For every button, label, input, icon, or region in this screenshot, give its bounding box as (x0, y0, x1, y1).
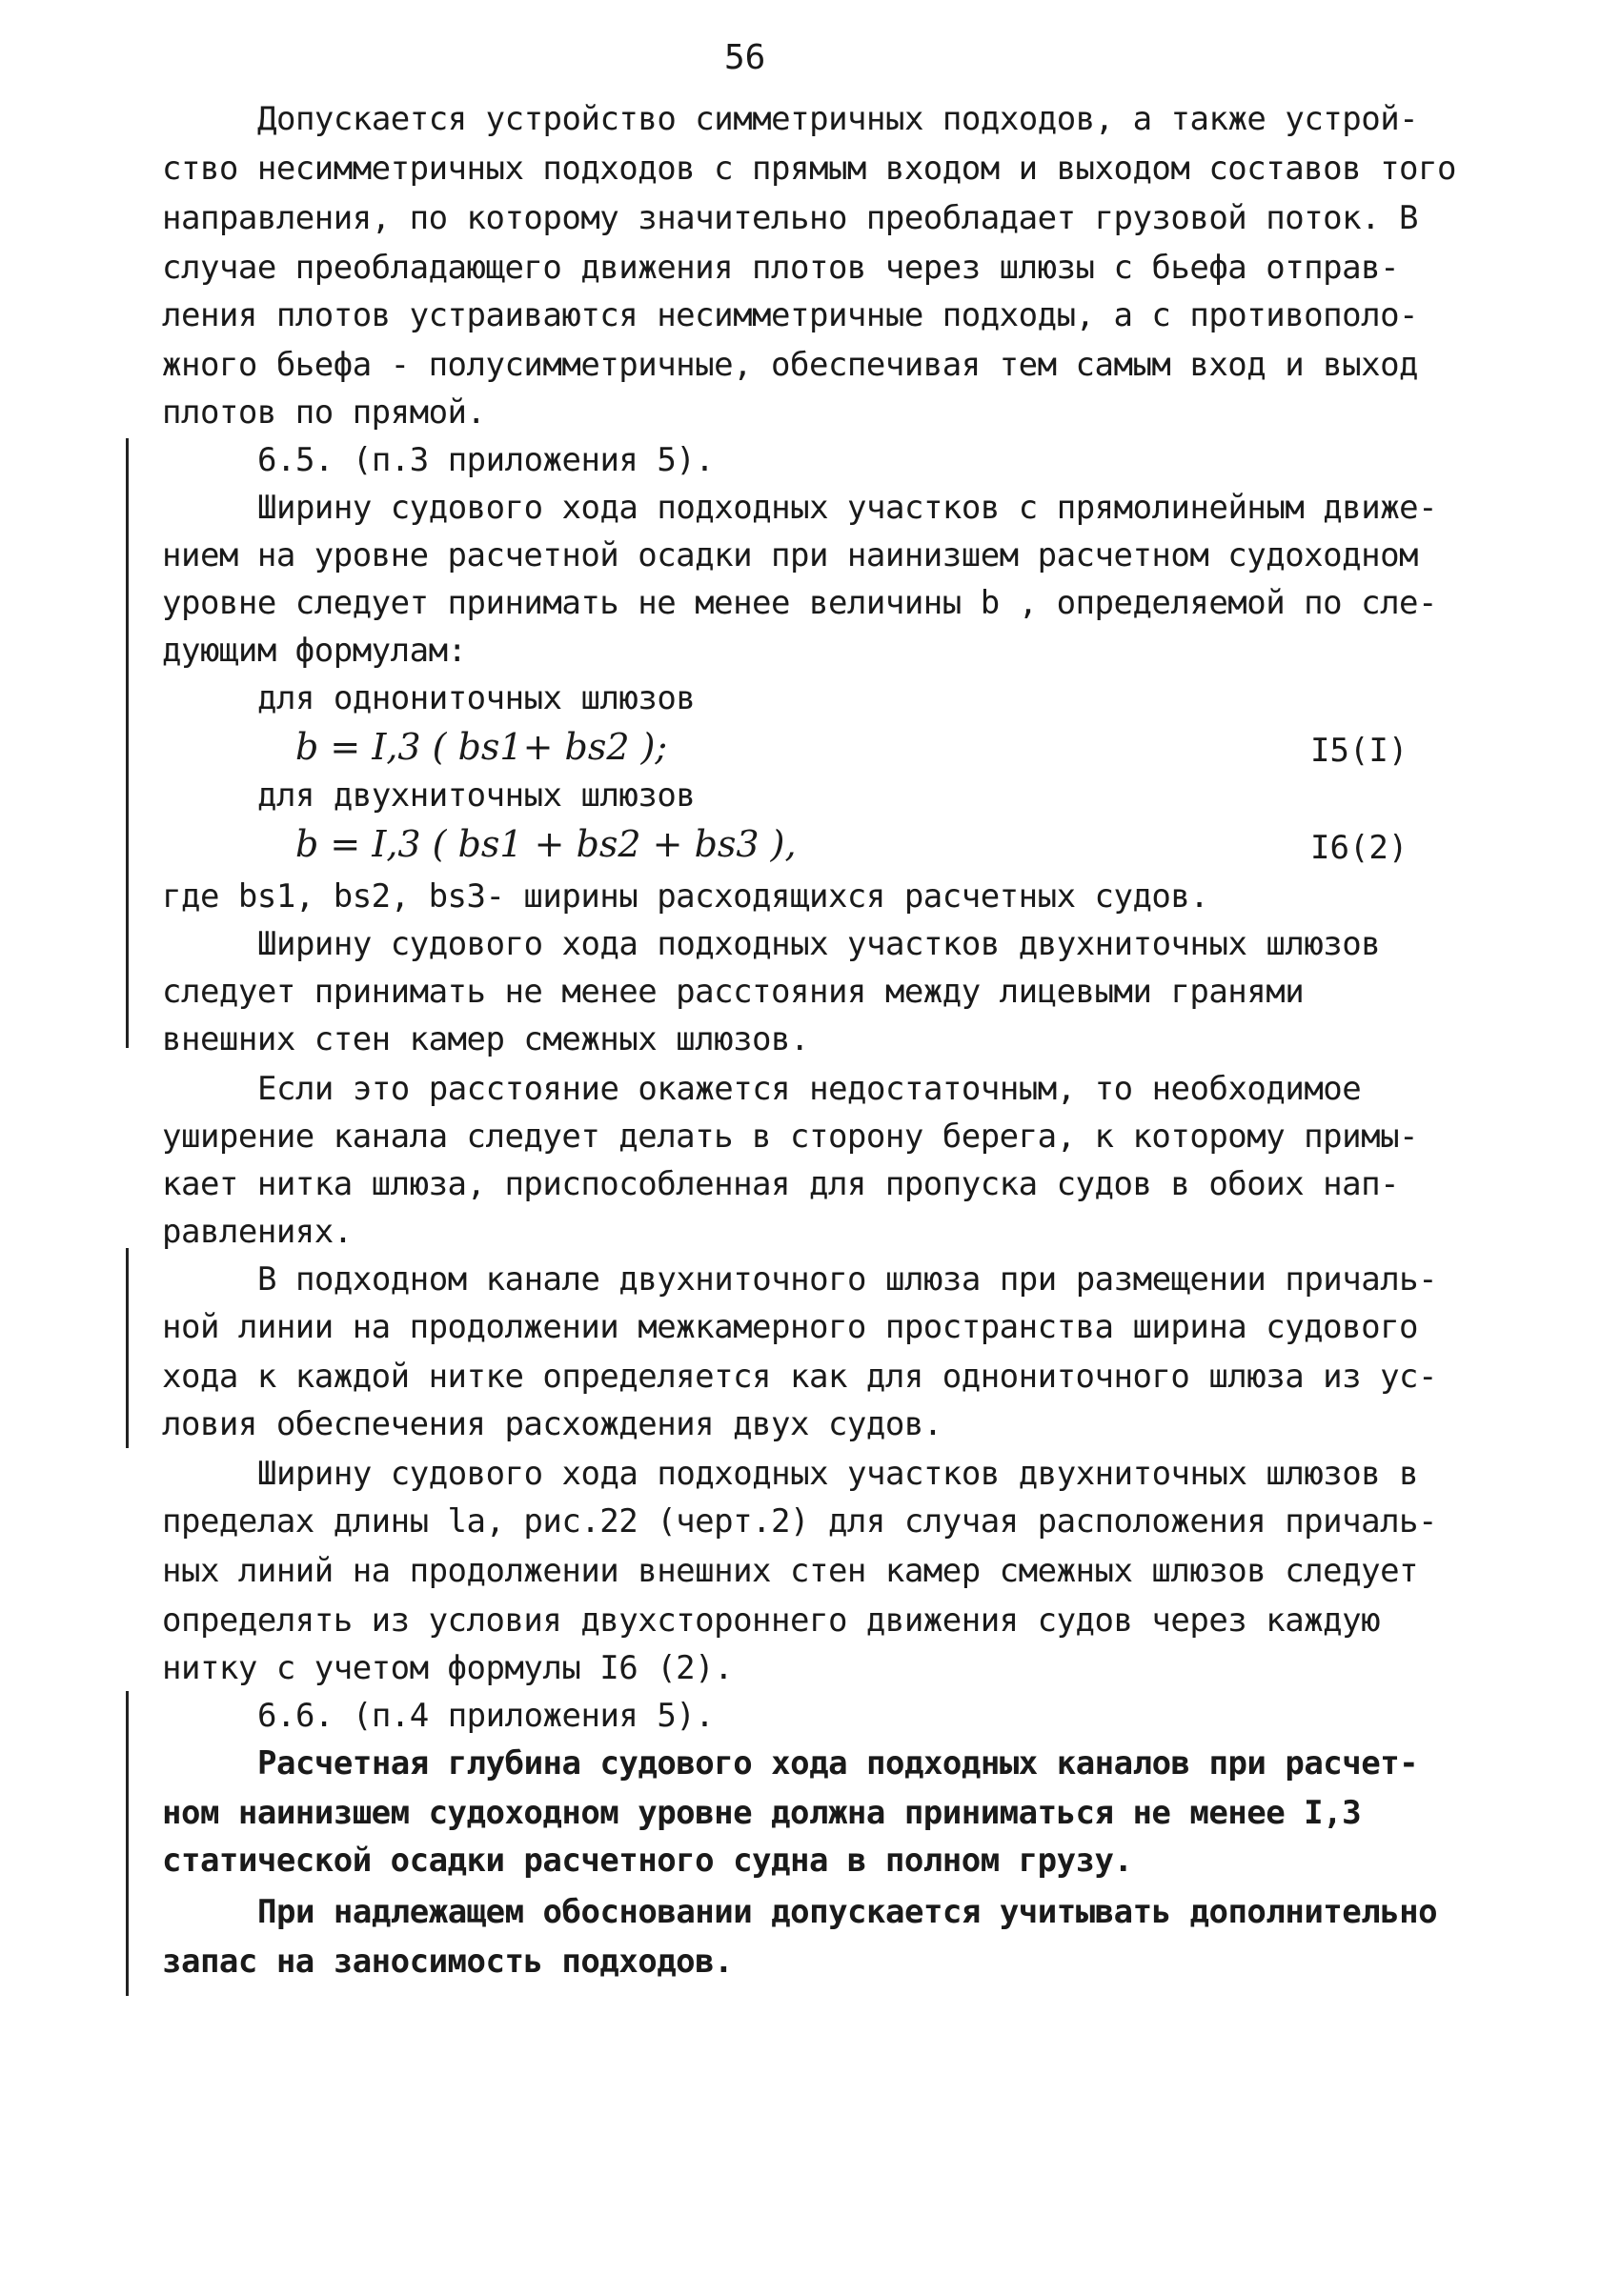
text-line: равлениях. (162, 1213, 353, 1251)
text-line: В подходном канале двухниточного шлюза при размещении причаль- (257, 1260, 1438, 1299)
text-line: пределах длины la, рис.22 (черт.2) для случая расположения причаль- (162, 1502, 1437, 1541)
text-line: При надлежащем обосновании допускается учитывать дополнительно (257, 1893, 1438, 1931)
text-line: нитку с учетом формулы I6 (2). (162, 1649, 734, 1687)
text-line: направления, по которому значительно преобладает грузовой поток. В (162, 199, 1419, 237)
equation-number-2: I6(2) (1310, 829, 1408, 867)
text-line: Если это расстояние окажется недостаточным, то необходимое (257, 1070, 1362, 1108)
text-line: Ширину судового хода подходных участков двухниточных шлюзов в (257, 1455, 1419, 1493)
text-line: запас на заносимость подходов. (162, 1943, 734, 1981)
text-line: дующим формулам: (162, 632, 467, 670)
text-line: Допускается устройство симметричных подходов, а также устрой- (257, 100, 1419, 138)
text-line: статической осадки расчетного судна в полном грузу. (162, 1842, 1133, 1880)
section-heading: 6.5. (п.3 приложения 5). (257, 441, 715, 479)
text-line: случае преобладающего движения плотов через шлюзы с бьефа отправ- (162, 249, 1400, 287)
text-line: для двухниточных шлюзов (257, 776, 696, 815)
text-line: хода к каждой нитке определяется как для однониточного шлюза из ус- (162, 1358, 1437, 1396)
formula-2: b = I,3 ( bs1 + bs2 + bs3 ), (295, 823, 797, 865)
text-line: Ширину судового хода подходных участков двухниточных шлюзов (257, 925, 1381, 963)
margin-bar-2 (126, 1248, 129, 1448)
equation-number-1: I5(I) (1310, 732, 1408, 770)
text-line: ления плотов устраиваются несимметричные подходы, а с противополо- (162, 296, 1419, 334)
formula-1: b = I,3 ( bs1+ bs2 ); (295, 726, 668, 768)
text-line: жного бьефа - полусимметричные, обеспечивая тем самым вход и выход (162, 346, 1419, 384)
text-line: где bs1, bs2, bs3- ширины расходящихся расчетных судов. (162, 877, 1209, 916)
text-line: кает нитка шлюза, приспособленная для пропуска судов в обоих нап- (162, 1165, 1400, 1203)
text-line: уровне следует принимать не менее величины b , определяемой по сле- (162, 584, 1437, 622)
text-line: уширение канала следует делать в сторону берега, к которому примы- (162, 1118, 1419, 1156)
text-line: нием на уровне расчетной осадки при наинизшем расчетном судоходном (162, 536, 1419, 574)
text-line: Ширину судового хода подходных участков с прямолинейным движе- (257, 489, 1438, 527)
page-number: 56 (724, 38, 766, 77)
text-line: ных линий на продолжении внешних стен камер смежных шлюзов следует (162, 1552, 1419, 1590)
text-line: ловия обеспечения расхождения двух судов. (162, 1405, 942, 1443)
margin-bar-1 (126, 438, 129, 1048)
margin-bar-3 (126, 1691, 129, 1996)
text-line: ной линии на продолжении межкамерного пространства ширина судового (162, 1308, 1419, 1346)
text-line: определять из условия двухстороннего движения судов через каждую (162, 1601, 1381, 1640)
text-line: ном наинизшем судоходном уровне должна приниматься не менее I,3 (162, 1794, 1362, 1832)
section-heading: 6.6. (п.4 приложения 5). (257, 1697, 715, 1735)
text-line: плотов по прямой. (162, 393, 486, 432)
text-line: следует принимать не менее расстояния между лицевыми гранями (162, 973, 1305, 1011)
text-line: Расчетная глубина судового хода подходных каналов при расчет- (257, 1744, 1419, 1782)
text-line: ство несимметричных подходов с прямым входом и выходом составов того (162, 150, 1456, 188)
text-line: внешних стен камер смежных шлюзов. (162, 1020, 809, 1058)
text-line: для однониточных шлюзов (257, 679, 696, 717)
